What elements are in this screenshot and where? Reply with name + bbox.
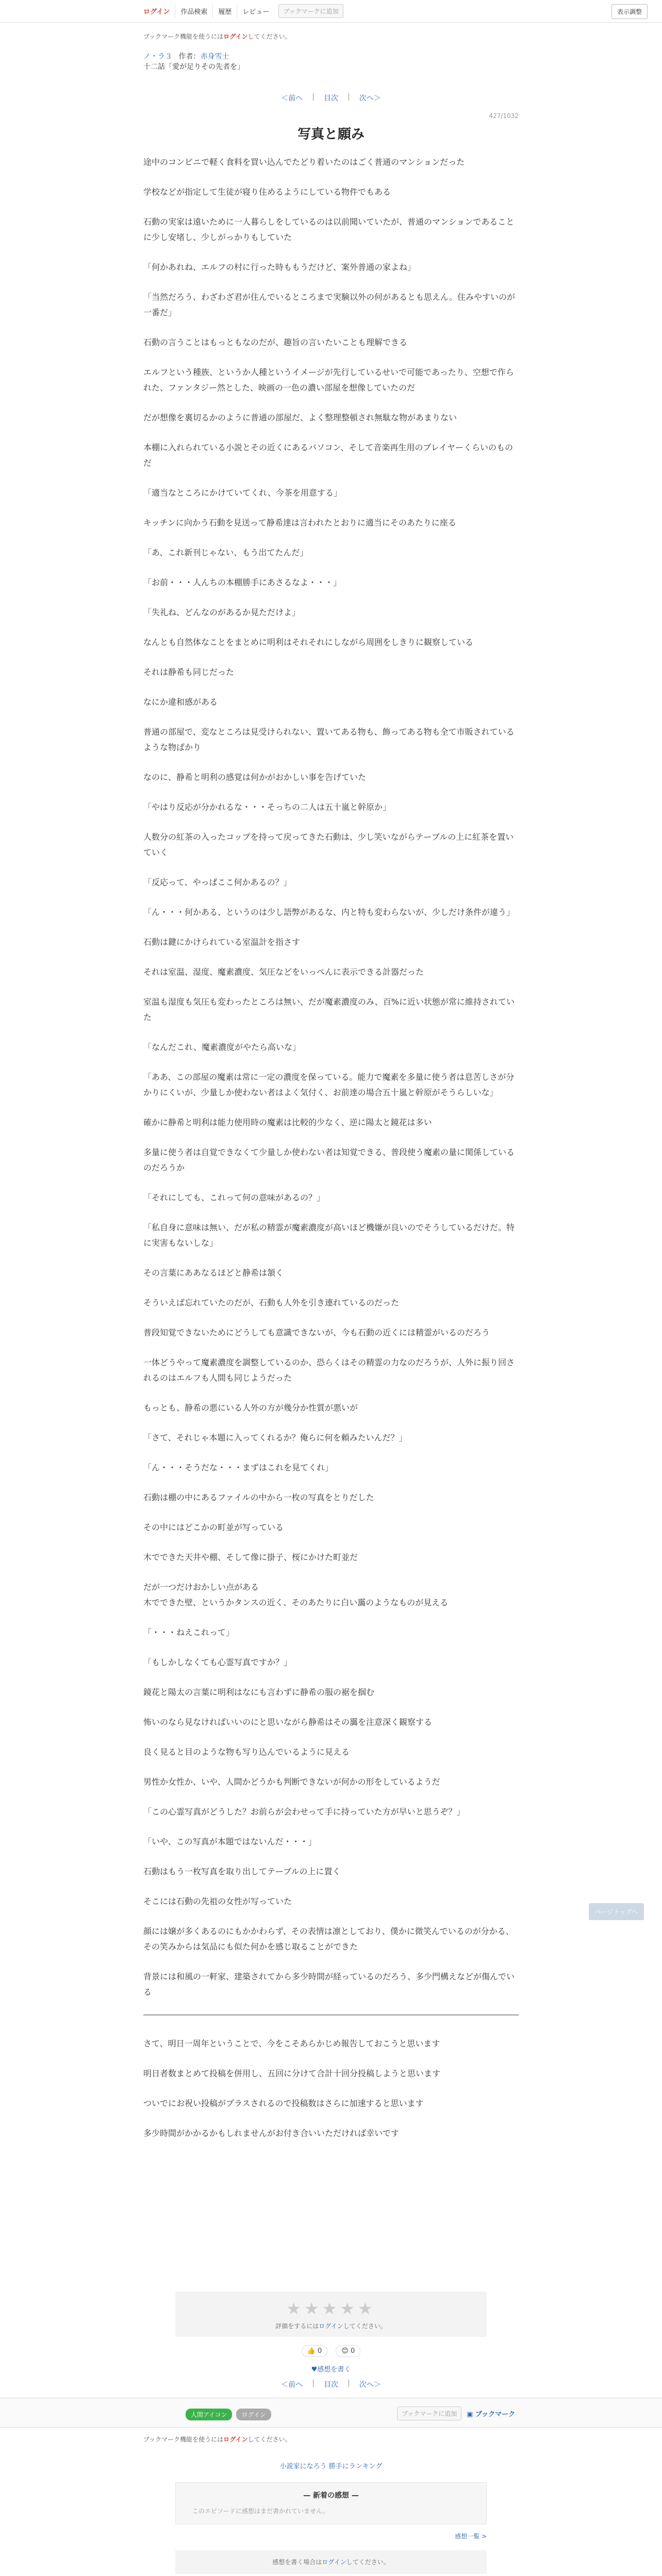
body-paragraph: 「反応って、やっぱここ何かあるの？」 bbox=[143, 877, 292, 887]
body-paragraph: 「それにしても、これって何の意味があるの？」 bbox=[143, 1193, 325, 1202]
body-paragraph: なんとも自然体なことをまとめに明利はそれそれにしながら周囲をしきりに観察している bbox=[143, 637, 474, 647]
bookmark-notice-login-link[interactable]: ログイン bbox=[223, 33, 248, 40]
star-icon[interactable]: ★ bbox=[322, 2299, 340, 2318]
body-paragraphs bbox=[143, 155, 519, 2000]
top-navbar bbox=[0, 0, 662, 23]
rating-login-link[interactable]: ログイン bbox=[319, 2323, 343, 2330]
bookmark-notice bbox=[143, 32, 519, 41]
body-paragraph: 途中のコンビニで軽く食料を買い込んでたどり着いたのはごく普通のマンションだった bbox=[143, 157, 465, 167]
body-paragraph: その言葉にああなるほどと静希は頷く bbox=[143, 1268, 284, 1278]
smile-icon: 😊 bbox=[341, 2347, 349, 2355]
toc-link[interactable]: 目次 bbox=[324, 2381, 338, 2389]
body-paragraph: 「私自身に意味は無い、だが私の精霊が魔素濃度が高いほど機嫌が良いのでそうしているだけだ。特に実害もないしな」 bbox=[143, 1223, 515, 1248]
body-paragraph: 「・・・ねえこれって」 bbox=[143, 1628, 235, 1637]
impression-prompt-text: 感想を書く場合は bbox=[272, 2558, 322, 2566]
body-paragraph: 「失礼ね、どんなのがあるか見ただけよ」 bbox=[143, 607, 301, 617]
body-paragraph: 「お前・・・人んちの本棚勝手にあさるなよ・・・」 bbox=[143, 578, 342, 587]
rating-box bbox=[175, 2292, 487, 2337]
write-impression-link[interactable]: ♥感想を書く bbox=[311, 2366, 351, 2374]
star-icon[interactable]: ★ bbox=[286, 2299, 304, 2318]
body-paragraph: 室温も湿度も気圧も変わったところは無い、だが魔素濃度のみ、百%に近い状態が常に維持されていた bbox=[143, 997, 515, 1022]
reaction-count: 0 bbox=[351, 2347, 355, 2355]
afterword bbox=[143, 2036, 519, 2141]
body-paragraph: 「当然だろう、わざわざ君が住んでいるところまで実験以外の何があるとも思えん。住みやすいのが一番だ」 bbox=[143, 292, 515, 317]
impression-login-box bbox=[175, 2550, 487, 2574]
bottom-toolbar bbox=[0, 2398, 662, 2428]
body-paragraph: 石動は鍵にかけられている室温計を指さす bbox=[143, 937, 301, 947]
body-paragraph: 学校などが指定して生徒が寝り住めるようにしている物件でもある bbox=[143, 187, 391, 197]
toc-link[interactable]: 目次 bbox=[324, 94, 338, 103]
novel-body bbox=[143, 155, 519, 2156]
nav-history[interactable]: 履歴 bbox=[213, 4, 237, 18]
bookmark-notice-suffix: してください。 bbox=[247, 2436, 291, 2443]
bookmark-notice-suffix: してください。 bbox=[247, 33, 291, 40]
body-paragraph: 普段知覚できないためにどうしても意識できないが、今も石動の近くには精霊がいるのだろう bbox=[143, 1328, 490, 1337]
body-paragraph: 石動はもう一枚写真を取り出してテーブルの上に置く bbox=[143, 1867, 341, 1876]
body-paragraph: 「ん・・・何かある、というのは少し語弊があるな、内と特も変わらないが、少しだけ条件が違う」 bbox=[143, 907, 515, 917]
bookmark-add-button-bottom[interactable]: ブックマークに追加 bbox=[397, 2406, 461, 2420]
afterword-paragraph: 明日者数まとめて投稿を併用し、五回に分けて合計十回分投稿しようと思います bbox=[143, 2069, 441, 2078]
body-paragraph: だが一つだけおかしい点がある 木でできた壁、というかタンスの近く、そのあたりに白い靄のようなものが見える bbox=[143, 1582, 449, 1607]
body-paragraph: そこには石動の先祖の女性が写っていた bbox=[143, 1896, 292, 1906]
episode-title: 写真と願み bbox=[297, 127, 365, 142]
pager-separator: | bbox=[312, 2379, 315, 2387]
body-paragraph: そういえば忘れていたのだが、石動も人外を引き連れているのだった bbox=[143, 1298, 400, 1308]
impression-prompt-suffix: してください。 bbox=[346, 2558, 390, 2566]
page-number: 427/1032 bbox=[489, 112, 519, 120]
reaction-thumbsup[interactable] bbox=[302, 2345, 328, 2357]
pager-top bbox=[143, 93, 519, 103]
body-paragraph: 「さて、それじゃ本題に入ってくれるか？俺らに何を頼みたいんだ？」 bbox=[143, 1433, 407, 1443]
series-title-link[interactable]: ノ・ラ３ bbox=[143, 53, 172, 61]
body-paragraph: それは静希も同じだった bbox=[143, 667, 235, 677]
body-paragraph: 鏡花と陽太の言葉に明利はなにも言わずに静希の服の裾を掴む bbox=[143, 1687, 375, 1697]
ranking-link[interactable]: 小説家になろう 勝手にランキング bbox=[279, 2463, 383, 2470]
pager-separator: | bbox=[347, 93, 350, 101]
body-paragraph: 本棚に入れられている小説とその近くにあるパソコン、そして音楽再生用のプレイヤーくらいのものだ bbox=[143, 443, 513, 468]
star-icon[interactable]: ★ bbox=[340, 2299, 358, 2318]
body-paragraph: 男性か女性か、いや、人間かどうかも判断できないが何かの形をしているようだ bbox=[143, 1777, 440, 1787]
rating-stars[interactable] bbox=[175, 2299, 487, 2318]
bookmark-link-label: ブックマーク bbox=[475, 2411, 516, 2418]
body-paragraph: 怖いのなら見なければいいのにと思いながら静希はその靄を注意深く観察する bbox=[143, 1717, 433, 1727]
body-paragraph: なにか違和感がある bbox=[143, 697, 218, 707]
body-paragraph: もっとも、静希の悪にいる人外の方が幾分か性質が悪いが bbox=[143, 1403, 358, 1413]
afterword-paragraph: ついでにお祝い投稿がプラスされるので投稿数はさらに加速すると思います bbox=[143, 2098, 424, 2108]
nav-search[interactable]: 作品検索 bbox=[175, 4, 213, 18]
body-paragraph: 「何かあれね、エルフの村に行った時ももうだけど、案外普通の家よね」 bbox=[143, 262, 416, 272]
login-link[interactable]: ログイン bbox=[143, 4, 175, 18]
body-paragraph: なのに、静希と明利の感覚は何かがおかしい事を告げていた bbox=[143, 772, 367, 782]
series-info bbox=[143, 52, 519, 73]
user-tag[interactable]: 人間アイコン bbox=[186, 2409, 232, 2420]
star-icon[interactable]: ★ bbox=[358, 2299, 376, 2318]
page-top-button[interactable]: ページトップへ bbox=[589, 1903, 644, 1920]
body-paragraph: 石動は棚の中にあるファイルの中から一枚の写真をとりだした bbox=[143, 1493, 374, 1502]
reaction-buttons bbox=[143, 2345, 519, 2357]
body-paragraph: 「ああ、この部屋の魔素は常に一定の濃度を保っている。能力で魔素を多量に使う者は息苦しさが分かりにくいが、少量しか使わない者はよく気付く、お前達の場合五十嵐と幹原がそうらしいな」 bbox=[143, 1072, 515, 1097]
body-paragraph: 「もしかしなくても心霊写真ですか？」 bbox=[143, 1657, 292, 1667]
body-paragraph: それは室温、湿度、魔素濃度、気圧などをいっぺんに表示できる計器だった bbox=[143, 967, 424, 977]
body-paragraph: 良く見ると目のような物も写り込んでいるように見える bbox=[143, 1747, 350, 1757]
new-impressions-box bbox=[175, 2482, 487, 2524]
login-tag[interactable]: ログイン bbox=[236, 2409, 271, 2420]
afterword-paragraph: 多少時間がかかるかもしれませんがお付き合いいただければ幸いです bbox=[143, 2128, 400, 2138]
pager-separator: | bbox=[347, 2379, 350, 2387]
impression-login-link[interactable]: ログイン bbox=[322, 2558, 346, 2566]
next-link[interactable]: 次へ＞ bbox=[359, 94, 381, 103]
nav-review[interactable]: レビュー bbox=[242, 8, 270, 16]
rating-notice-suffix: してください。 bbox=[343, 2323, 387, 2330]
body-paragraph: 「あ、これ新刊じゃない、もう出てたんだ」 bbox=[143, 548, 308, 557]
body-paragraph: 「適当なところにかけていてくれ、今茶を用意する」 bbox=[143, 488, 342, 498]
body-paragraph: その中にはどこかの町並が写っている bbox=[143, 1522, 284, 1532]
body-paragraph: 木でできた天井や棚、そして像に掛子、桜にかけた町並だ bbox=[143, 1552, 358, 1562]
reaction-smile[interactable] bbox=[336, 2345, 360, 2357]
body-paragraph: 「なんだこれ、魔素濃度がやたら高いな」 bbox=[143, 1042, 301, 1052]
afterword-paragraph: さて、明日一周年ということで、今をこそあらかじめ報告しておこうと思います bbox=[143, 2039, 440, 2048]
pager-separator: | bbox=[312, 93, 315, 101]
body-paragraph: 「この心霊写真がどうした？お前らが会わせって手に持っていた方が早いと思うぞ？」 bbox=[143, 1807, 465, 1817]
body-paragraph: 普通の部屋で、変なところは見受けられない、置いてある物も、飾ってある物も全て市販されているような物ばかり bbox=[143, 727, 515, 752]
rating-notice bbox=[175, 2321, 487, 2330]
no-impressions-text: このエピソードに感想はまだ書かれていません。 bbox=[192, 2507, 329, 2515]
body-paragraph: 一体どうやって魔素濃度を調整しているのか、恐らくはその精霊の力なのだろうが、人外に振り回されるのはエルフも人間も同じようだった bbox=[143, 1358, 515, 1383]
body-paragraph: 「ん・・・そうだな・・・まずはこれを見てくれ」 bbox=[143, 1463, 334, 1472]
pager-bottom bbox=[143, 2379, 519, 2389]
bookmark-notice-login-link[interactable]: ログイン bbox=[223, 2436, 248, 2443]
body-paragraph: 確かに静希と明利は能力使用時の魔素は比較的少なく、逆に陽太と鏡花は多い bbox=[143, 1117, 432, 1127]
next-link[interactable]: 次へ＞ bbox=[359, 2381, 381, 2389]
body-paragraph: 石動の言うことはもっともなのだが、趣旨の言いたいことも理解できる bbox=[143, 337, 408, 347]
chapter-title: 十二話「愛が足りその先者を」 bbox=[143, 63, 244, 72]
author-link[interactable]: 赤身雪士 bbox=[200, 53, 229, 61]
body-paragraph: だが想像を裏切るかのように普通の部屋だ、よく整理整頓され無駄な物があまりない bbox=[143, 413, 457, 422]
body-paragraph: キッチンに向かう石動を見送って静希達は言われたとおりに適当にそのあたりに座る bbox=[143, 518, 456, 528]
display-settings-button[interactable]: 表示調整 bbox=[611, 4, 648, 19]
star-icon[interactable]: ★ bbox=[304, 2299, 322, 2318]
body-paragraph: エルフという種族、というか人種というイメージが先行しているせいで可能であったり、空想で作られた、ファンタジー然とした、映画の一色の濃い部屋を想像していたのだ bbox=[143, 367, 514, 393]
bookmark-link[interactable]: ▣ ブックマーク bbox=[467, 2411, 516, 2418]
rating-notice-text: 評価をするには bbox=[275, 2323, 319, 2330]
body-paragraph: 人数分の紅茶の入ったコップを持って戻ってきた石動は、少し笑いながらテーブルの上に紅茶を置いていく bbox=[143, 832, 514, 857]
body-paragraph: 「いや、この写真が本題ではないんだ・・・」 bbox=[143, 1837, 317, 1846]
body-paragraph: 背景には和風の一軒家、建築されてから多少時間が経っているのだろう、多少門構えなどが傷んでいる bbox=[143, 1972, 515, 1997]
bookmark-notice-text: ブックマーク機能を使うには bbox=[143, 33, 224, 40]
prev-link[interactable]: ＜前へ bbox=[281, 2381, 303, 2389]
body-paragraph: 顔には嬢が多くあるのにもかかわらず、その表情は凛としており、僕かに微笑んでいるのが分かる、その笑みからは気品にも似た何かを感じ取ることができた bbox=[143, 1926, 514, 1952]
bookmark-notice-bottom bbox=[143, 2435, 291, 2444]
author-label: 作者： bbox=[178, 53, 201, 61]
body-paragraph: 多量に使う者は自覚できなくて少量しか使わない者は知覚できる、普段使う魔素の量に関係しているのだろうか bbox=[143, 1147, 515, 1173]
body-paragraph: 「やはり反応が分かれるな・・・そっちの二人は五十嵐と幹原か」 bbox=[143, 802, 391, 812]
thumbsup-icon: 👍 bbox=[307, 2347, 316, 2355]
afterword-divider bbox=[143, 2014, 519, 2015]
body-paragraph: 石動の実家は遠いために一人暮らしをしているのは以前聞いていたが、普通のマンションであることに少し安堵し、少しがっかりもしていた bbox=[143, 217, 515, 242]
bookmark-notice-text: ブックマーク機能を使うには bbox=[143, 2436, 224, 2443]
bookmark-add-button[interactable]: ブックマークに追加 bbox=[278, 4, 343, 18]
reaction-count: 0 bbox=[318, 2347, 322, 2355]
impressions-list-link[interactable]: 感想一覧 > bbox=[455, 2533, 487, 2540]
prev-link[interactable]: ＜前へ bbox=[281, 94, 303, 103]
new-impressions-title: — 新着の感想 — bbox=[303, 2492, 359, 2500]
